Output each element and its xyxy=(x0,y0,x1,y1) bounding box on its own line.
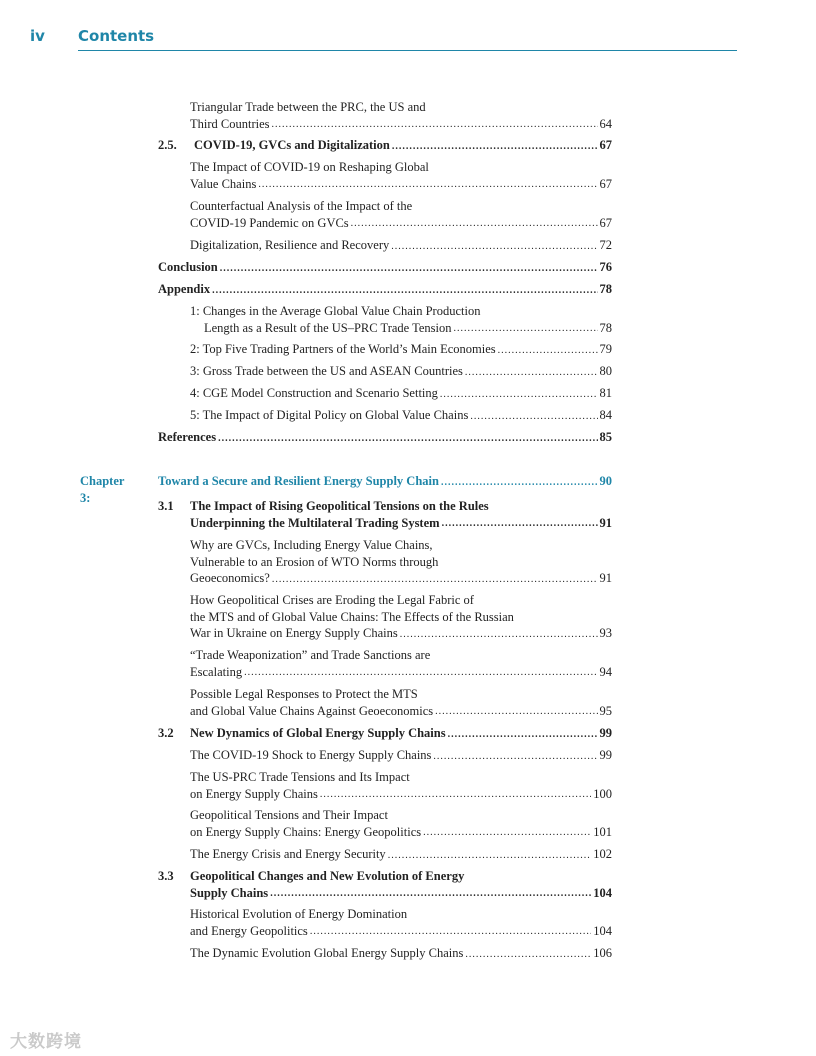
toc-entry[interactable]: Geopolitical Tensions and Their Impact on Energy Supply Chains: Energy Geopolitics ..... 101 xyxy=(190,807,612,840)
page-ref: 102 xyxy=(593,847,612,861)
chapter-label: Chapter 3: xyxy=(80,474,125,505)
section-number: 3.2 xyxy=(158,726,174,740)
page-ref: 99 xyxy=(599,726,612,740)
toc-entry[interactable]: 3: Gross Trade between the US and ASEAN Countries ..... 80 xyxy=(190,363,612,380)
toc-entry[interactable]: The Impact of COVID-19 on Reshaping Global Value Chains ..... 67 xyxy=(190,159,612,192)
page-ref: 64 xyxy=(599,116,612,131)
page-ref: 84 xyxy=(599,408,612,422)
toc-entry[interactable]: 4: CGE Model Construction and Scenario Setting ..... 81 xyxy=(190,385,612,402)
toc-section[interactable]: Geopolitical Changes and New Evolution of Energy Supply Chains ..... 104 xyxy=(190,868,612,901)
page-ref: 78 xyxy=(599,282,612,296)
toc-entry[interactable]: Triangular Trade between the PRC, the US and Third Countries ..... 64 xyxy=(190,99,612,132)
toc-entry[interactable]: How Geopolitical Crises are Eroding the Legal Fabric of the MTS and of Global Value Chains: The Effects of the Russian War in Ukraine on Energy Supply Chains ..... 93 xyxy=(190,592,612,642)
page-ref: 85 xyxy=(599,430,612,444)
toc-chapter[interactable]: Toward a Secure and Resilient Energy Supply Chain ..... 90 xyxy=(158,473,612,490)
page-ref: 104 xyxy=(593,923,612,938)
page-ref: 91 xyxy=(599,515,612,530)
toc-entry[interactable]: Counterfactual Analysis of the Impact of the COVID-19 Pandemic on GVCs ..... 67 xyxy=(190,198,612,231)
header-rule xyxy=(78,50,737,51)
page-ref: 72 xyxy=(599,238,612,252)
page-ref: 67 xyxy=(599,138,612,152)
page-ref: 94 xyxy=(599,664,612,679)
toc-section[interactable]: The Impact of Rising Geopolitical Tensions on the Rules Underpinning the Multilateral Trading System ..... 91 xyxy=(190,498,612,531)
page-ref: 81 xyxy=(599,386,612,400)
watermark: 大数跨境 xyxy=(10,1032,82,1052)
page-number: iv xyxy=(30,27,45,45)
toc-entry[interactable]: The Energy Crisis and Energy Security ..... 102 xyxy=(190,846,612,863)
section-number: 2.5. xyxy=(158,138,177,152)
toc-entry[interactable]: Digitalization, Resilience and Recovery ..... 72 xyxy=(190,237,612,254)
toc-entry[interactable]: Historical Evolution of Energy Domination and Energy Geopolitics ..... 104 xyxy=(190,906,612,939)
toc-entry[interactable]: Possible Legal Responses to Protect the MTS and Global Value Chains Against Geoeconomics ..... 95 xyxy=(190,686,612,719)
page-ref: 95 xyxy=(599,703,612,718)
toc-section[interactable]: New Dynamics of Global Energy Supply Chains ..... 99 xyxy=(190,725,612,742)
page-ref: 93 xyxy=(599,626,612,640)
page-ref: 91 xyxy=(599,571,612,585)
toc-section[interactable]: References ..... 85 xyxy=(158,429,612,446)
page-header xyxy=(30,27,737,51)
toc-entry[interactable]: 1: Changes in the Average Global Value Chain Production Length as a Result of the US–PRC Trade Tension ..... 78 xyxy=(190,303,612,336)
page-ref: 104 xyxy=(593,885,612,900)
toc-entry[interactable]: Why are GVCs, Including Energy Value Chains, Vulnerable to an Erosion of WTO Norms through Geoeconomics? ..... 91 xyxy=(190,537,612,587)
toc-entry[interactable]: 5: The Impact of Digital Policy on Global Value Chains ..... 84 xyxy=(190,407,612,424)
toc-section[interactable]: COVID-19, GVCs and Digitalization ..... 67 xyxy=(194,137,612,154)
toc-entry[interactable]: The Dynamic Evolution Global Energy Supply Chains ..... 106 xyxy=(190,945,612,962)
toc-entry[interactable]: The COVID-19 Shock to Energy Supply Chains ..... 99 xyxy=(190,747,612,764)
page-ref: 80 xyxy=(599,364,612,378)
toc-entry[interactable]: “Trade Weaponization” and Trade Sanctions are Escalating ..... 94 xyxy=(190,647,612,680)
toc-entry[interactable]: 2: Top Five Trading Partners of the World’s Main Economies ..... 79 xyxy=(190,341,612,358)
page-ref: 76 xyxy=(599,260,612,274)
page-ref: 79 xyxy=(599,342,612,356)
page-ref: 78 xyxy=(599,320,612,335)
page-ref: 99 xyxy=(599,748,612,762)
page-ref: 90 xyxy=(599,474,612,488)
section-number: 3.1 xyxy=(158,499,174,513)
page-ref: 100 xyxy=(593,786,612,801)
toc-entry[interactable]: The US-PRC Trade Tensions and Its Impact on Energy Supply Chains ..... 100 xyxy=(190,769,612,802)
page-title: Contents xyxy=(78,27,155,45)
toc-section[interactable]: Conclusion ..... 76 xyxy=(158,259,612,276)
section-number: 3.3 xyxy=(158,869,174,883)
page-ref: 106 xyxy=(593,946,612,960)
page-ref: 67 xyxy=(599,176,612,191)
page-ref: 101 xyxy=(593,824,612,839)
toc-section[interactable]: Appendix ..... 78 xyxy=(158,281,612,298)
page-ref: 67 xyxy=(599,215,612,230)
